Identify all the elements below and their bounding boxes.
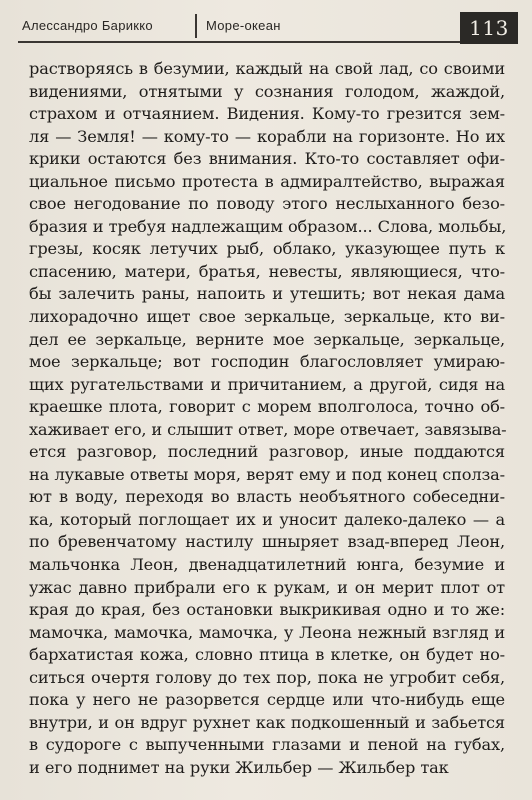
text-line: пока у него не разорвется сердце или что-нибудь еще: [29, 690, 505, 710]
text-line: мое зеркальце; вот господин благословляет умираю-: [29, 352, 505, 372]
text-line: края до края, без остановки выкрикивая одно и то же:: [29, 600, 505, 620]
running-head-author: Алессандро Барикко: [22, 18, 153, 33]
running-head-book-title: Море-океан: [206, 18, 281, 33]
text-line: по бревенчатому настилу шныряет взад-вперед Леон,: [29, 532, 505, 552]
text-line: и его поднимет на руки Жильбер — Жильбер так: [29, 757, 449, 777]
text-line: ется разговор, последний разговор, иные поддаются: [29, 442, 505, 462]
text-line: ют в воду, переходя во власть необъятного собеседни-: [29, 487, 505, 507]
text-line: свое негодование по поводу этого неслыханного безо-: [29, 194, 505, 214]
text-line: бразия и требуя надлежащим образом... Слова, мольбы,: [29, 216, 507, 236]
text-line: бархатистая кожа, словно птица в клетке, он будет но-: [29, 645, 505, 665]
text-line: ситься очертя голову до тех пор, пока не угробит себя,: [29, 667, 505, 687]
text-line: ужас давно прибрали его к рукам, и он мерит плот от: [29, 577, 505, 597]
running-head-rule: [18, 41, 460, 43]
text-line: растворяясь в безумии, каждый на свой лад, со своими: [29, 59, 505, 78]
text-line: ка, который поглощает их и уносит далеко-далеко — а: [29, 509, 505, 529]
page-number: 113: [460, 12, 518, 44]
text-line: внутри, и он вдруг рухнет как подкошенный и забьется: [29, 712, 505, 732]
text-line: мамочка, мамочка, мамочка, у Леона нежный взгляд и: [29, 622, 505, 642]
text-line: щих ругательствами и причитанием, а другой, сидя на: [29, 374, 505, 394]
text-line: лихорадочно ищет свое зеркальце, зеркальце, кто ви-: [29, 307, 505, 327]
text-line: страхом и отчаянием. Видения. Кому-то грезится зем-: [29, 104, 505, 124]
body-text: [29, 58, 505, 780]
text-line: мальчонка Леон, двенадцатилетний юнга, безумие и: [29, 555, 505, 575]
text-line: видениями, отнятыми у сознания голодом, жаждой,: [29, 81, 505, 101]
text-line: ля — Земля! — кому-то — корабли на горизонте. Но их: [29, 126, 505, 146]
text-line: хаживает его, и слышит ответ, море отвечает, завязыва-: [29, 419, 507, 439]
text-line: дел ее зеркальце, верните мое зеркальце, зеркальце,: [29, 329, 505, 349]
text-line: на лукавые ответы моря, верят ему и под конец сполза-: [29, 464, 505, 484]
text-line: в судороге с выпученными глазами и пеной на губах,: [29, 735, 505, 755]
text-line: крики остаются без внимания. Кто-то составляет офи-: [29, 149, 505, 169]
text-line: грезы, косяк летучих рыб, облако, указующее путь к: [29, 239, 505, 259]
running-head: [18, 12, 518, 44]
text-line: циальное письмо протеста в адмиралтейство, выражая: [29, 171, 505, 191]
text-line: краешке плота, говорит с морем вполголоса, точно об-: [29, 397, 505, 417]
text-line: спасению, матери, братья, невесты, являющиеся, что-: [29, 261, 505, 281]
running-head-separator: [195, 14, 197, 38]
text-line: бы залечить раны, напоить и утешить; вот некая дама: [29, 284, 505, 304]
